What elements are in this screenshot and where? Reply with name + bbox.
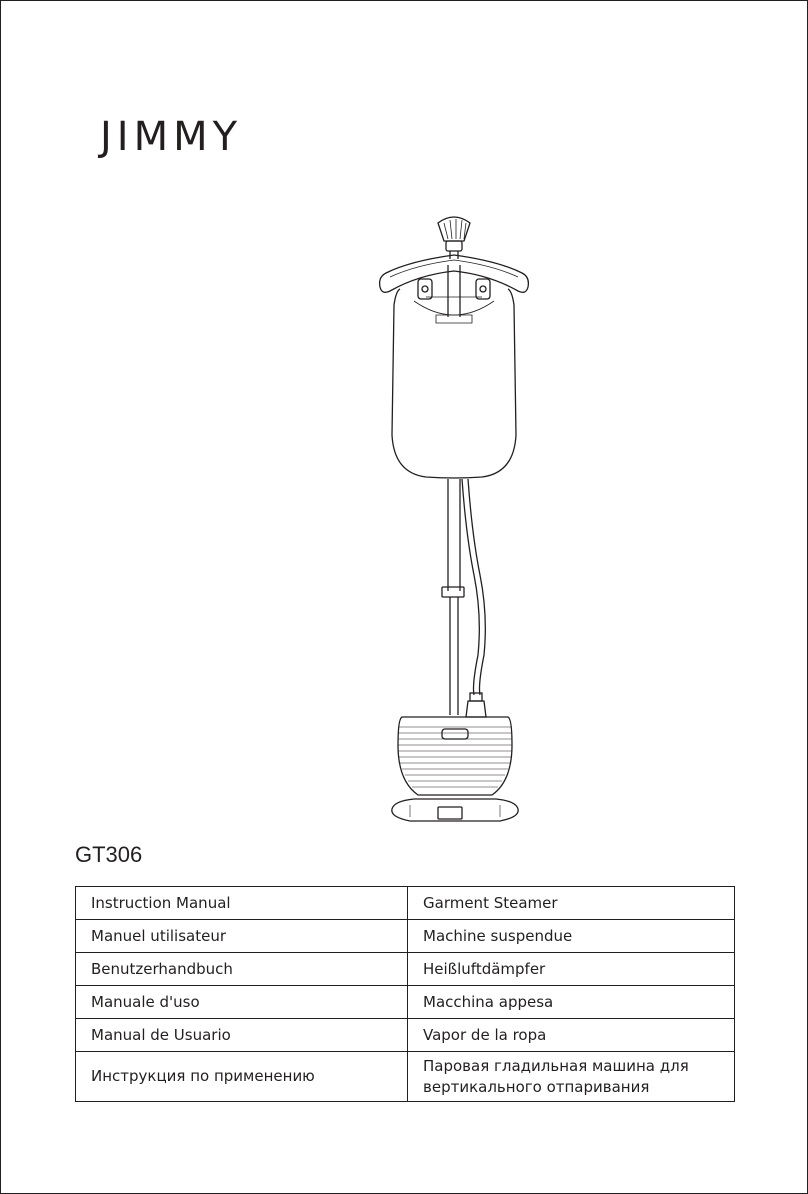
brand-logo: JIMMY — [100, 114, 243, 160]
table-row — [76, 953, 735, 986]
table-row — [76, 887, 735, 920]
water-tank-icon — [392, 717, 518, 821]
manual-title-cell: Manuale d'uso — [76, 986, 408, 1019]
product-name-cell: Паровая гладильная машина для вертикального отпаривания — [408, 1052, 735, 1102]
product-name-cell: Machine suspendue — [408, 920, 735, 953]
table-row — [76, 920, 735, 953]
table-row — [76, 1019, 735, 1052]
hanger-bar-icon — [380, 255, 529, 317]
manual-title-cell: Benutzerhandbuch — [76, 953, 408, 986]
manual-title-cell: Instruction Manual — [76, 887, 408, 920]
manual-title-cell: Manual de Usuario — [76, 1019, 408, 1052]
product-name-cell: Garment Steamer — [408, 887, 735, 920]
product-name-cell: Heißluftdämpfer — [408, 953, 735, 986]
model-number: GT306 — [75, 842, 143, 867]
pole-icon — [442, 479, 464, 715]
product-name-cell: Vapor de la ropa — [408, 1019, 735, 1052]
language-table — [75, 886, 735, 1102]
table-row — [76, 986, 735, 1019]
hose-icon — [462, 479, 486, 717]
manual-title-cell: Инструкция по применению — [76, 1052, 408, 1102]
table-row — [76, 1052, 735, 1102]
product-name-cell: Macchina appesa — [408, 986, 735, 1019]
garment-steamer-illustration — [370, 205, 550, 840]
hanger-cap-icon — [438, 217, 470, 259]
manual-title-cell: Manuel utilisateur — [76, 920, 408, 953]
garment-bag-icon — [392, 289, 516, 478]
